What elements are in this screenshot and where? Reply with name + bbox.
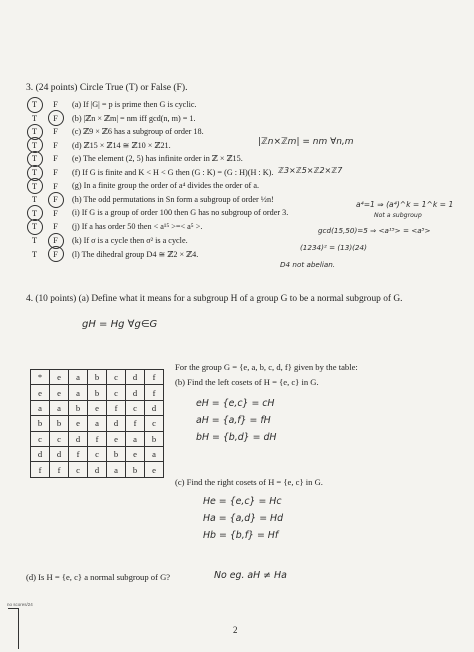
q3-item — [26, 233, 188, 247]
table-cell: e — [50, 385, 69, 400]
table-cell: b — [88, 370, 107, 385]
table-cell: e — [31, 385, 50, 400]
true-option[interactable]: T — [26, 138, 43, 151]
table-cell: f — [88, 431, 107, 446]
table-cell: d — [31, 446, 50, 461]
true-option[interactable]: T — [31, 194, 38, 205]
true-option[interactable]: T — [26, 98, 43, 111]
true-option[interactable]: T — [26, 179, 43, 192]
statement-text: (i) If G is a group of order 100 then G has no subgroup of order 3. — [72, 208, 289, 218]
page-number: 2 — [233, 625, 238, 635]
table-cell: f — [145, 385, 164, 400]
right-coset-1: He = {e,c} = Hc — [203, 496, 282, 507]
table-cell: b — [107, 446, 126, 461]
table-cell: b — [88, 385, 107, 400]
true-option[interactable]: T — [26, 206, 43, 219]
table-cell: a — [31, 400, 50, 415]
q3-title: 3. (24 points) Circle True (T) or False (F). — [26, 82, 188, 93]
corner-label: no scores/24 — [7, 602, 33, 607]
part-b: (b) Find the left cosets of H = {e, c} in G. — [175, 377, 319, 387]
table-cell: c — [50, 431, 69, 446]
q3-item — [26, 192, 274, 206]
table-cell: d — [126, 370, 145, 385]
true-option[interactable]: T — [26, 220, 43, 233]
table-cell: f — [50, 462, 69, 477]
left-coset-1: eH = {e,c} = cH — [196, 398, 275, 409]
table-cell: c — [126, 400, 145, 415]
statement-text: (h) The odd permutations in Sn form a subgroup of order ½n! — [72, 194, 274, 204]
table-cell: c — [31, 431, 50, 446]
q3-item — [26, 179, 259, 193]
statement-text: (d) ℤ15 × ℤ14 ≅ ℤ10 × ℤ21. — [72, 140, 171, 150]
table-cell: c — [69, 462, 88, 477]
table-row — [31, 431, 164, 446]
note-d: ℤ3×ℤ5×ℤ2×ℤ7 — [278, 166, 343, 175]
right-coset-2: Ha = {a,d} = Hd — [203, 513, 284, 524]
table-cell: d — [69, 431, 88, 446]
right-coset-3: Hb = {b,f} = Hf — [203, 530, 279, 541]
true-option[interactable]: T — [31, 248, 38, 259]
false-option[interactable]: F — [47, 247, 64, 260]
table-row — [31, 462, 164, 477]
true-option[interactable]: T — [31, 235, 38, 245]
statement-text: (a) If |G| = p is prime then G is cyclic. — [72, 99, 197, 109]
table-intro: For the group G = {e, a, b, c, d, f} given by the table: — [175, 362, 358, 372]
table-cell: e — [88, 400, 107, 415]
table-cell: a — [50, 400, 69, 415]
statement-text: (c) ℤ9 × ℤ6 has a subgroup of order 18. — [72, 127, 204, 137]
table-cell: a — [126, 431, 145, 446]
q3-item — [26, 97, 197, 111]
statement-text: (e) The element (2, 5) has infinite order in ℤ × ℤ15. — [72, 154, 243, 164]
note-h: Not a subgroup — [374, 212, 422, 219]
q3-item — [26, 219, 202, 233]
table-row — [31, 416, 164, 431]
table-cell: c — [88, 446, 107, 461]
table-cell: f — [145, 370, 164, 385]
table-cell: a — [69, 370, 88, 385]
table-cell: a — [88, 416, 107, 431]
q3-item — [26, 151, 243, 165]
table-cell: c — [107, 385, 126, 400]
table-cell: d — [126, 385, 145, 400]
statement-text: (b) |ℤn × ℤm| = nm iff gcd(n, m) = 1. — [72, 113, 196, 123]
part-c: (c) Find the right cosets of H = {e, c} in G. — [175, 477, 323, 487]
q4-title: 4. (10 points) (a) Define what it means for a subgroup H of a group G to be a normal subgroup of G. — [26, 294, 403, 304]
table-cell: d — [107, 416, 126, 431]
table-cell: f — [69, 446, 88, 461]
statement-text: (l) The dihedral group D4 ≅ ℤ2 × ℤ4. — [72, 249, 199, 259]
false-option[interactable]: F — [53, 180, 58, 191]
table-cell: e — [107, 431, 126, 446]
table-row — [31, 370, 164, 385]
table-cell: b — [145, 431, 164, 446]
statement-text: (g) In a finite group the order of a⁴ divides the order of a. — [72, 181, 260, 191]
table-row — [31, 385, 164, 400]
table-cell: c — [145, 416, 164, 431]
q3-item — [26, 247, 198, 261]
note-g: a⁴=1 ⇒ (a⁴)^k = 1^k = 1 — [356, 200, 454, 209]
corner-mark — [8, 608, 19, 649]
q4a-answer: gH = Hg ∀g∈G — [82, 319, 158, 330]
part-d-answer: No eg. aH ≠ Ha — [214, 570, 287, 581]
table-cell: a — [69, 385, 88, 400]
false-option[interactable]: F — [53, 221, 58, 232]
table-row — [31, 446, 164, 461]
false-option[interactable]: F — [53, 99, 58, 109]
q3-item — [26, 206, 288, 220]
false-option[interactable]: F — [53, 207, 58, 218]
table-cell: c — [107, 370, 126, 385]
table-row — [31, 400, 164, 415]
true-option[interactable]: T — [26, 166, 43, 179]
table-cell: e — [145, 462, 164, 477]
true-option[interactable]: T — [31, 112, 38, 123]
note-k: (1234)² = (13)(24) — [300, 243, 367, 252]
table-cell: f — [107, 400, 126, 415]
q3-item — [26, 111, 196, 125]
table-cell: b — [126, 462, 145, 477]
statement-text: (j) If a has order 50 then < a¹⁵ >=< a⁵ >. — [72, 221, 203, 231]
table-cell: a — [107, 462, 126, 477]
false-option[interactable]: F — [53, 153, 58, 164]
table-cell: e — [126, 446, 145, 461]
table-cell: * — [31, 370, 50, 385]
table-cell: e — [50, 370, 69, 385]
table-cell: d — [50, 446, 69, 461]
table-cell: a — [145, 446, 164, 461]
false-option[interactable]: F — [47, 111, 64, 124]
table-cell: b — [31, 416, 50, 431]
true-option[interactable]: T — [26, 152, 43, 165]
false-option[interactable]: F — [47, 234, 64, 247]
statement-text: (k) If σ is a cycle then σ² is a cycle. — [72, 235, 188, 245]
table-cell: b — [69, 400, 88, 415]
table-cell: f — [31, 462, 50, 477]
statement-text: (f) If G is finite and K < H < G then (G : K) = (G : H)(H : K). — [72, 167, 274, 177]
q3-item — [26, 165, 273, 179]
table-cell: d — [88, 462, 107, 477]
false-option[interactable]: F — [53, 167, 58, 177]
q3-item — [26, 124, 204, 138]
part-d: (d) Is H = {e, c} a normal subgroup of G? — [26, 572, 171, 582]
note-l: D4 not abelian. — [280, 260, 336, 269]
note-b: |ℤn×ℤm| = nm ∀n,m — [258, 137, 354, 147]
true-option[interactable]: T — [26, 125, 43, 138]
note-j: gcd(15,50)=5 ⇒ <a¹⁵> = <a⁵> — [318, 226, 431, 235]
table-cell: d — [145, 400, 164, 415]
false-option[interactable]: F — [53, 139, 58, 150]
left-coset-3: bH = {b,d} = dH — [196, 432, 277, 443]
table-cell: f — [126, 416, 145, 431]
false-option[interactable]: F — [47, 193, 64, 206]
table-cell: b — [50, 416, 69, 431]
left-coset-2: aH = {a,f} = fH — [196, 415, 271, 426]
group-operation-table — [30, 369, 164, 478]
q3-item — [26, 138, 171, 152]
false-option[interactable]: F — [53, 126, 58, 137]
table-cell: e — [69, 416, 88, 431]
